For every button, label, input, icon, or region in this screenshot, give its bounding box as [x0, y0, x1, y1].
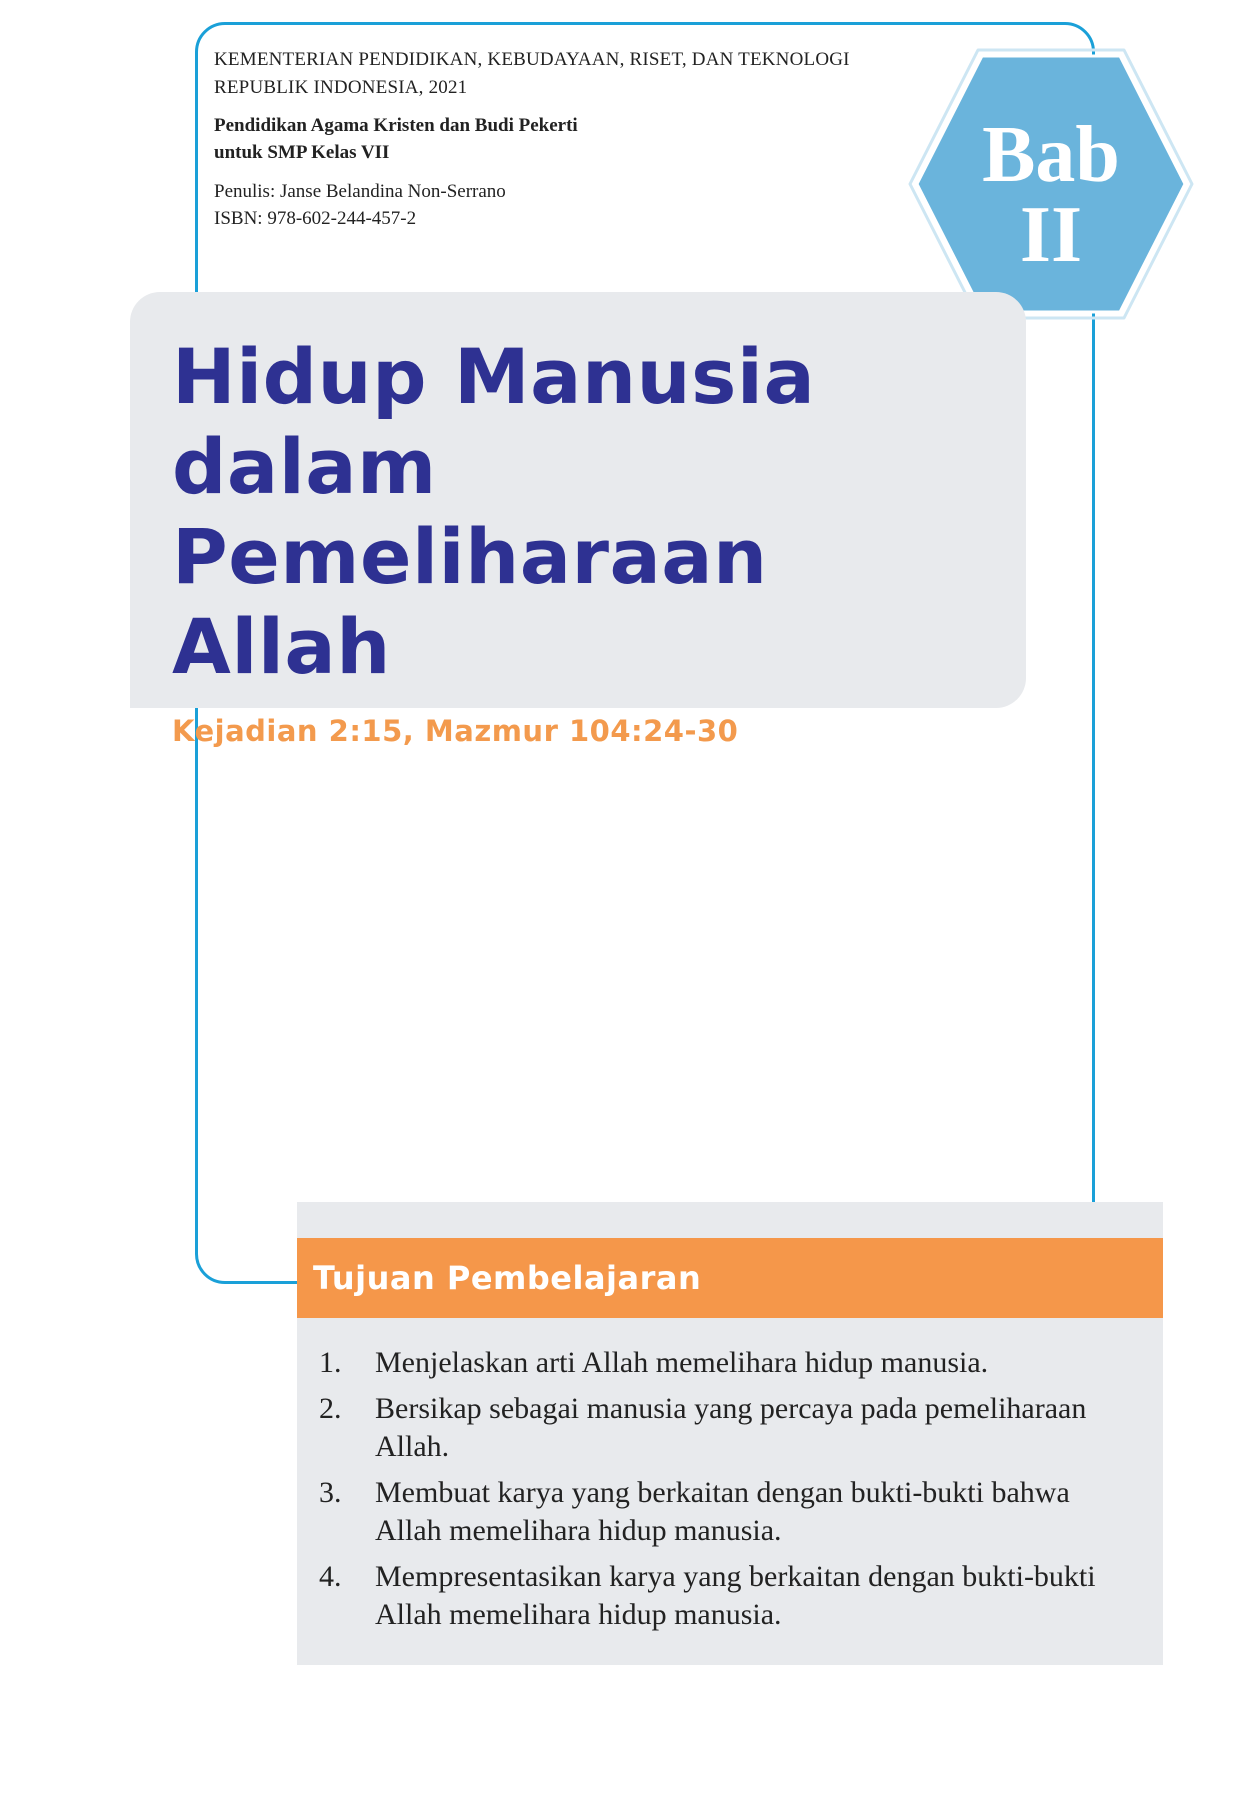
book-title-line-2: untuk SMP Kelas VII: [214, 142, 390, 163]
list-item-text: Menjelaskan arti Allah memelihara hidup manusia.: [375, 1346, 989, 1379]
ministry-line-2: REPUBLIK INDONESIA, 2021: [214, 77, 468, 98]
isbn-line: ISBN: 978-602-244-457-2: [214, 208, 417, 229]
scripture-references: Kejadian 2:15, Mazmur 104:24-30: [172, 714, 739, 748]
list-item-text: Mempresentasikan karya yang berkaitan dengan bukti-bukti Allah memelihara hidup manusia.: [375, 1560, 1096, 1631]
book-title: [214, 112, 954, 166]
author-line: Penulis: Janse Belandina Non-Serrano: [214, 181, 506, 202]
ministry-line-1: KEMENTERIAN PENDIDIKAN, KEBUDAYAAN, RISET, DAN TEKNOLOGI: [214, 49, 850, 70]
learning-objectives-list: [319, 1344, 1139, 1642]
learning-objectives-header: [297, 1238, 1163, 1318]
chapter-title-line-1: Hidup Manusia: [172, 332, 816, 421]
list-item: [319, 1344, 1139, 1382]
list-item-number: 1.: [319, 1346, 342, 1379]
list-item: [319, 1474, 1139, 1550]
list-item-number: 4.: [319, 1560, 342, 1593]
list-item-number: 3.: [319, 1476, 342, 1509]
chapter-badge: [906, 44, 1196, 324]
chapter-label: Bab: [982, 111, 1120, 199]
book-credits: [214, 178, 954, 232]
publication-header: [214, 46, 954, 232]
list-item: [319, 1558, 1139, 1634]
chapter-title: [172, 332, 1026, 692]
book-title-line-1: Pendidikan Agama Kristen dan Budi Pekerti: [214, 115, 578, 136]
list-item-number: 2.: [319, 1392, 342, 1425]
learning-objectives-card: [297, 1202, 1163, 1665]
chapter-title-card: [130, 292, 1026, 748]
list-item-text: Membuat karya yang berkaitan dengan bukti-bukti bahwa Allah memelihara hidup manusia.: [375, 1476, 1070, 1547]
list-item: [319, 1390, 1139, 1466]
ministry-info: [214, 46, 954, 102]
list-item-text: Bersikap sebagai manusia yang percaya pada pemeliharaan Allah.: [375, 1392, 1087, 1463]
chapter-number: II: [1019, 191, 1083, 279]
chapter-title-line-3: Allah: [172, 602, 391, 691]
chapter-title-line-2: dalam Pemeliharaan: [172, 422, 768, 601]
learning-objectives-title: Tujuan Pembelajaran: [313, 1259, 702, 1297]
